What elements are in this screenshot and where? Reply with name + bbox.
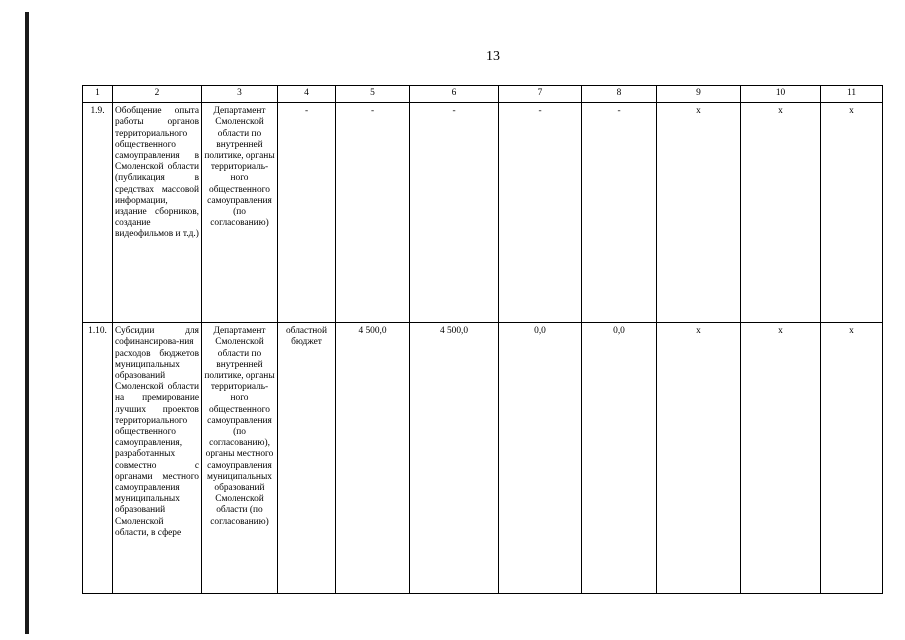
amount-year-3: 0,0 xyxy=(582,323,657,594)
row-number: 1.9. xyxy=(83,103,113,323)
binding-bar xyxy=(25,12,29,634)
indicator-2: х xyxy=(741,323,821,594)
indicator-1: х xyxy=(657,323,741,594)
row-number: 1.10. xyxy=(83,323,113,594)
header-cell: 3 xyxy=(202,86,278,103)
total-amount: 4 500,0 xyxy=(336,323,410,594)
indicator-1: х xyxy=(657,103,741,323)
page-number: 13 xyxy=(486,49,500,64)
indicator-2: х xyxy=(741,103,821,323)
header-cell: 2 xyxy=(113,86,202,103)
table-row xyxy=(83,103,883,323)
header-cell: 8 xyxy=(582,86,657,103)
header-cell: 6 xyxy=(410,86,499,103)
funding-source: - xyxy=(278,103,336,323)
header-cell: 1 xyxy=(83,86,113,103)
activity-name: Субсидии для софинансирова-ния расходов бюджетов муниципальных образований Смоленской области на премирование лучших проектов территориального общественного самоуправления, разработанных совместно с органами местного самоуправления муниципальных образований Смоленской области, в сфере xyxy=(113,323,202,594)
executor: Департамент Смоленской области по внутренней политике, органы территориаль-ного общественного самоуправления (по согласованию), органы местного самоуправления муниципальных образований Смоленской области (по согласованию) xyxy=(202,323,278,594)
funding-source: областной бюджет xyxy=(278,323,336,594)
amount-year-2: 0,0 xyxy=(499,323,582,594)
total-amount: - xyxy=(336,103,410,323)
amount-year-3: - xyxy=(582,103,657,323)
header-cell: 9 xyxy=(657,86,741,103)
activity-name: Обобщение опыта работы органов территориального общественного самоуправления в Смоленской области (публикация в средствах массовой информации, издание сборников, создание видеофильмов и т.д.) xyxy=(113,103,202,323)
header-cell: 11 xyxy=(821,86,883,103)
amount-year-2: - xyxy=(499,103,582,323)
indicator-3: х xyxy=(821,323,883,594)
program-table xyxy=(82,85,883,594)
header-cell: 10 xyxy=(741,86,821,103)
table-row xyxy=(83,323,883,594)
indicator-3: х xyxy=(821,103,883,323)
amount-year-1: - xyxy=(410,103,499,323)
header-cell: 4 xyxy=(278,86,336,103)
header-cell: 7 xyxy=(499,86,582,103)
amount-year-1: 4 500,0 xyxy=(410,323,499,594)
executor: Департамент Смоленской области по внутренней политике, органы территориаль-ного общественного самоуправления (по согласованию) xyxy=(202,103,278,323)
header-row xyxy=(83,86,883,103)
header-cell: 5 xyxy=(336,86,410,103)
